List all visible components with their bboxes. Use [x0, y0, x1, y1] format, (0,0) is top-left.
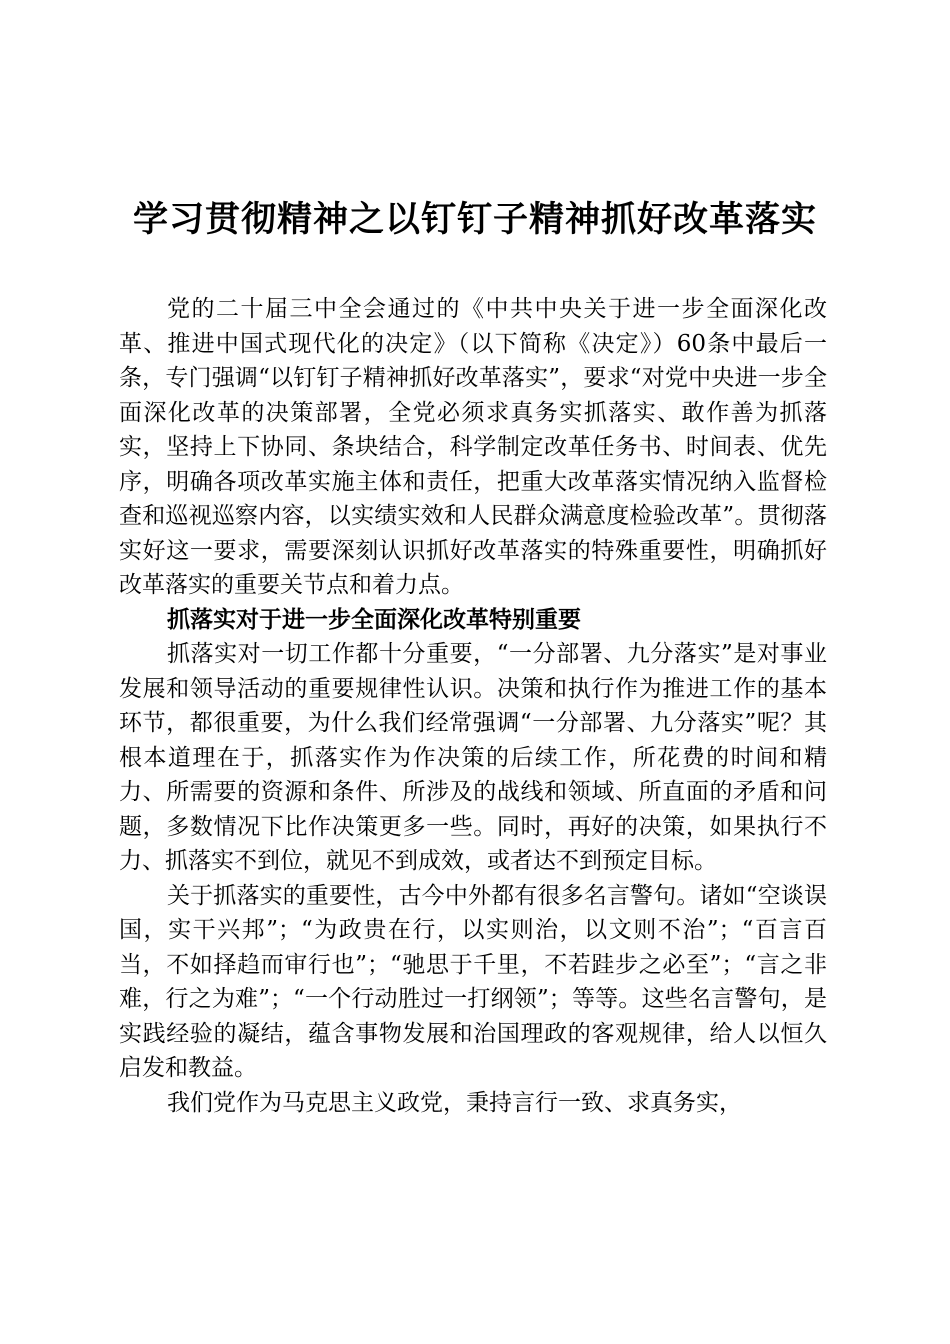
document-title: 学习贯彻精神之以钉钉子精神抓好改革落实	[132, 199, 817, 240]
paragraph-intro: 党的二十届三中全会通过的《中共中央关于进一步全面深化改革、推进中国式现代化的决定》（以下简称《决定》）60条中最后一条，专门强调“以钉钉子精神抓好改革落实”，要求“对党中央进一步全面深化改革的决策部署，全党必须求真务实抓落实、敢作善为抓落实，坚持上下协同、条块结合，科学制定改革任务书、时间表、优先序，明确各项改革实施主体和责任，把重大改革落实情况纳入监督检查和巡视巡察内容，以实绩实效和人民群众满意度检验改革”。贯彻落实好这一要求，需要深刻认识抓好改革落实的特殊重要性，明确抓好改革落实的重要关节点和着力点。	[119, 296, 827, 598]
paragraph-party: 我们党作为马克思主义政党，秉持言行一致、求真务实，	[167, 1089, 742, 1116]
document-body	[119, 292, 827, 1120]
paragraph-importance: 抓落实对一切工作都十分重要，“一分部署、九分落实”是对事业发展和领导活动的重要规律性认识。决策和执行作为推进工作的基本环节，都很重要，为什么我们经常强调“一分部署、九分落实”呢？其根本道理在于，抓落实作为作决策的后续工作，所花费的时间和精力、所需要的资源和条件、所涉及的战线和领域、所直面的矛盾和问题，多数情况下比作决策更多一些。同时，再好的决策，如果执行不力、抓落实不到位，就见不到成效，或者达不到预定目标。	[119, 641, 827, 874]
paragraph-quotes: 关于抓落实的重要性，古今中外都有很多名言警句。诸如“空谈误国，实干兴邦”；“为政贵在行，以实则治，以文则不治”；“百言百当，不如择趋而审行也”；“驰思于千里，不若跬步之必至”；“言之非难，行之为难”；“一个行动胜过一打纲领”；等等。这些名言警句，是实践经验的凝结，蕴含事物发展和治国理政的客观规律，给人以恒久启发和教益。	[119, 882, 827, 1081]
section-heading: 抓落实对于进一步全面深化改革特别重要	[167, 606, 581, 633]
